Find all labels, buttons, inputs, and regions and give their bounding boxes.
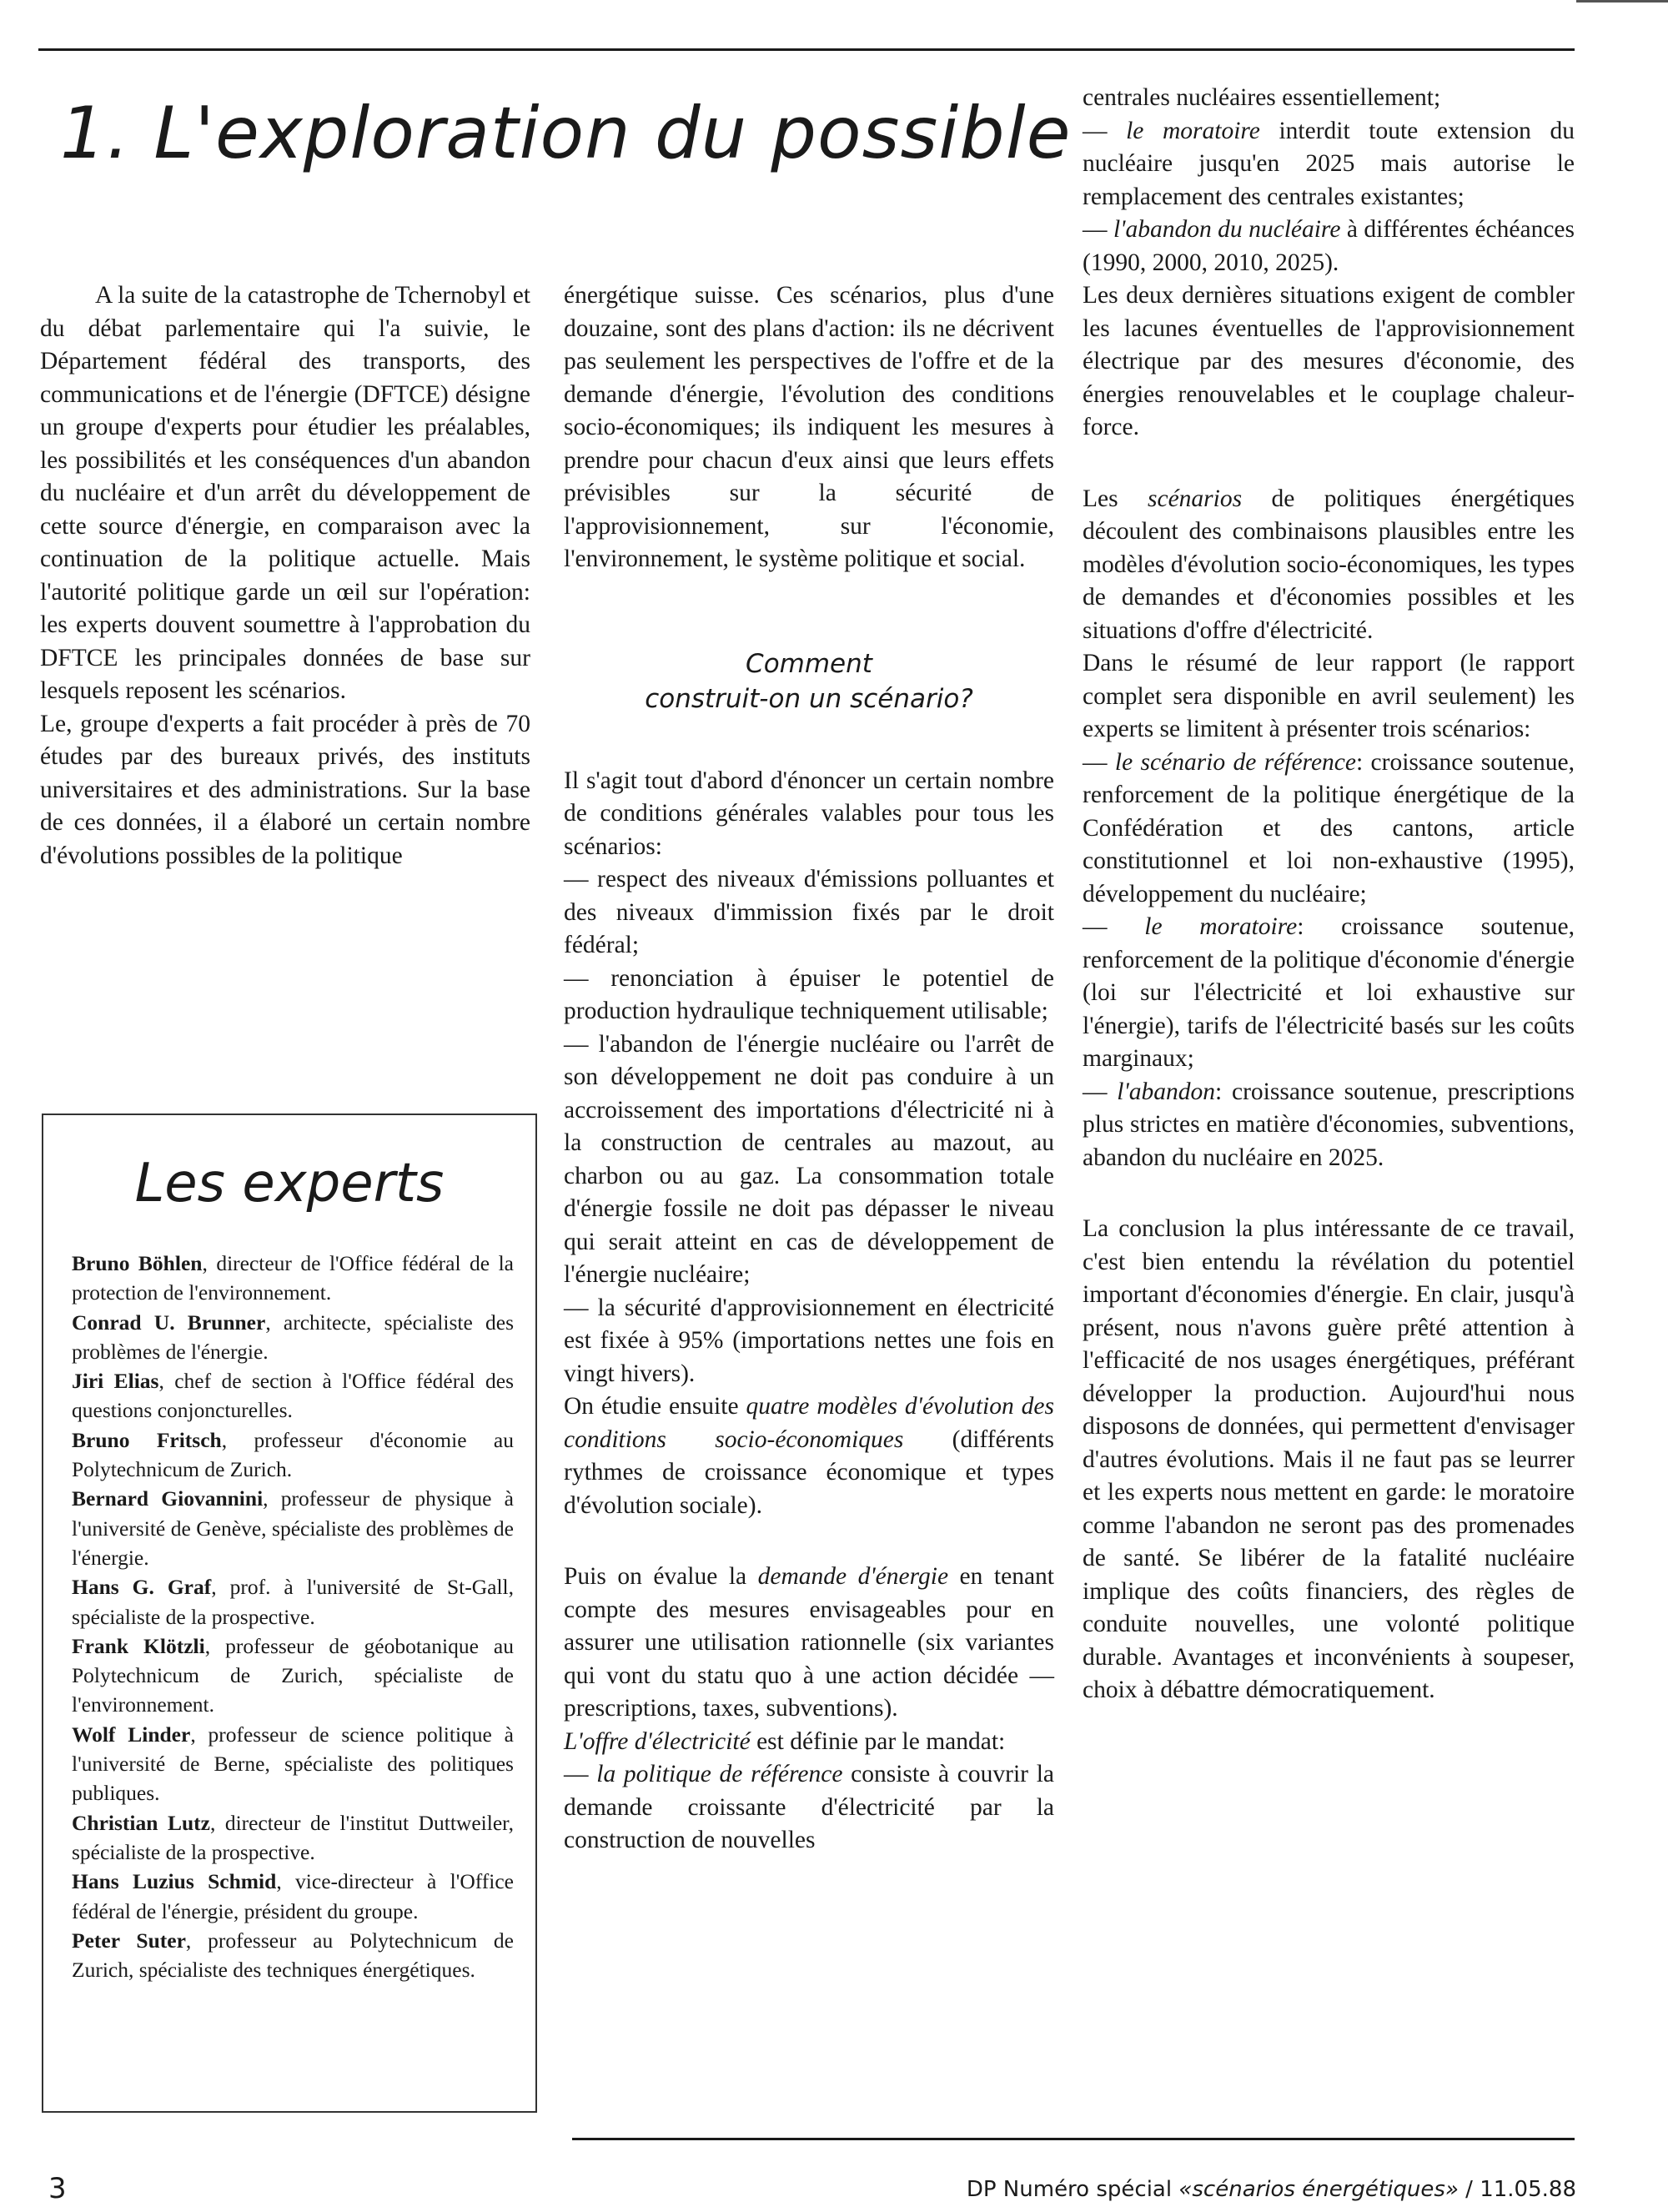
paragraph-demand: Puis on évalue la demande d'énergie en tenant compte des mesures envisageables pour en assurer une utilisation rationnelle (six variantes qui vont du statu quo à une action décidée — prescriptions, taxes, subventions). — [564, 1563, 1054, 1722]
condition-item: — renonciation à épuiser le potentiel de production hydraulique techniquement utilisable; — [564, 964, 1054, 1024]
expert-entry: Bruno Fritsch, professeur d'économie au Polytechnicum de Zurich. — [72, 1427, 514, 1482]
condition-item: — respect des niveaux d'émissions polluantes et des niveaux d'immission fixés par le droit fédéral; — [564, 866, 1054, 958]
column-3 — [1083, 82, 1575, 1707]
bottom-rule — [572, 2138, 1575, 2140]
paragraph-conclusion: La conclusion la plus intéressante de ce travail, c'est bien entendu la révélation du potentiel important d'économies d'énergie. En clair, jusqu'à présent, nous n'avons guère prêté attention à l'efficacité de nos usages énergétiques, préférant développer la production. Aujourd'hui nous disposons de données, qui permettent d'envisager d'autres évolutions. Mais il ne faut pas se leurrer et les experts nous mettent en garde: le moratoire comme l'abandon ne seront pas des promenades de santé. Se libérer de la fatalité nucléaire implique des coûts financiers, des règles de conduite nouvelles, une volonté politique durable. Avantages et inconvénients à soupeser, choix à débattre démocratiquement. — [1083, 1215, 1575, 1703]
expert-entry: Peter Suter, professeur au Polytechnicum de Zurich, spécialiste des techniques énergétiques. — [72, 1928, 514, 1983]
footer-publication: DP Numéro spécial «scénarios énergétiques» / 11.05.88 — [966, 2177, 1576, 2202]
expert-entry: Bruno Böhlen, directeur de l'Office fédéral de la protection de l'environnement. — [72, 1251, 514, 1305]
top-rule — [38, 48, 1575, 51]
expert-entry: Jiri Elias, chef de section à l'Office fédéral des questions conjoncturelles. — [72, 1369, 514, 1423]
offer-item: — le moratoire interdit toute extension du nucléaire jusqu'en 2025 mais autorise le remplacement des centrales existantes; — [1083, 117, 1575, 210]
condition-item: — l'abandon de l'énergie nucléaire ou l'arrêt de son développement ne doit pas conduire à un accroissement des importations d'électricité ni à la construction de centrales au mazout, au charbon ou au gaz. La consommation totale d'énergie fossile ne doit pas dépasser le niveau qui serait atteint en cas de développement de l'énergie nucléaire; — [564, 1030, 1054, 1288]
column-1 — [40, 279, 530, 872]
paragraph-studies: Le, groupe d'experts a fait procéder à près de 70 études par des bureaux privés, des instituts universitaires et des administrations. Sur la base de ces données, il a élaboré un certain nombre d'évolutions possibles de la politique — [40, 710, 530, 869]
continuation-line: centrales nucléaires essentiellement; — [1083, 84, 1441, 111]
condition-item: — la sécurité d'approvisionnement en électricité est fixée à 95% (importations nettes une fois en vingt hivers). — [564, 1294, 1054, 1387]
scenario-item: — l'abandon: croissance soutenue, prescriptions plus strictes en matière d'économies, subventions, abandon du nucléaire en 2025. — [1083, 1078, 1575, 1171]
paragraph-models: On étudie ensuite quatre modèles d'évolution des conditions socio-économiques (différents rythmes de croissance économique et types d'évolution sociale). — [564, 1393, 1054, 1519]
expert-entry: Christian Lutz, directeur de l'institut Duttweiler, spécialiste de la prospective. — [72, 1810, 514, 1864]
offer-item: — la politique de référence consiste à couvrir la demande croissante d'électricité par la construction de nouvelles — [564, 1761, 1054, 1853]
page-number: 3 — [48, 2172, 67, 2205]
expert-entry: Wolf Linder, professeur de science politique à l'université de Berne, spécialiste des politiques publiques. — [72, 1722, 514, 1806]
scenario-item: — le scénario de référence: croissance soutenue, renforcement de la politique énergétique de la Confédération et des cantons, article constitutionnel et loi non-exhaustive (1995), développement du nucléaire; — [1083, 748, 1575, 907]
subheading-line-2: construit-on un scénario? — [645, 683, 973, 714]
expert-entry: Hans G. Graf, prof. à l'université de St-Gall, spécialiste de la prospective. — [72, 1575, 515, 1629]
experts-list — [72, 1249, 514, 1984]
paragraph-policies: Les scénarios de politiques énergétiques découlent des combinaisons plausibles entre les modèles d'évolution socio-économiques, les types de demandes et d'économies possibles et les situations d'offre d'électricité. — [1083, 485, 1575, 644]
paragraph-intro: A la suite de la catastrophe de Tchernobyl et du débat parlementaire qui l'a suivie, le Département fédéral des transports, des communications et de l'énergie (DFTCE) désigne un groupe d'experts pour étudier les préalables, les possibilités et les conséquences d'un abandon du nucléaire et d'un arrêt du développement de cette source d'énergie, en comparaison avec la continuation de la politique actuelle. Mais l'autorité politique garde un œil sur l'opération: les experts douvent soumettre à l'approbation du DFTCE les principales données de base sur lesquels reposent les scénarios. — [40, 282, 530, 704]
subheading-line-1: Comment — [746, 648, 872, 679]
experts-box — [42, 1114, 537, 2113]
subheading-comment — [564, 646, 1054, 716]
expert-entry: Frank Klötzli, professeur de géobotanique au Polytechnicum de Zurich, spécialiste de l'environnement. — [72, 1633, 514, 1717]
paragraph-conditions: Il s'agit tout d'abord d'énoncer un certain nombre de conditions générales valables pour tous les scénarios: — [564, 767, 1054, 860]
paragraph-scenarios: énergétique suisse. Ces scénarios, plus d'une douzaine, sont des plans d'action: ils ne décrivent pas seulement les perspectives de l'offre et de la demande d'énergie, l'évolution des conditions socio-économiques; ils indiquent les mesures à prendre pour chacun d'eux ainsi que leurs effets prévisibles sur la sécurité de l'approvisionnement, sur l'économie, l'environnement, le système politique et social. — [564, 282, 1054, 572]
page-title — [60, 79, 1072, 196]
paragraph-offer: L'offre d'électricité est définie par le mandat: — [564, 1727, 1006, 1755]
paragraph-summary: Dans le résumé de leur rapport (le rapport complet sera disponible en avril seulement) les experts se limitent à présenter trois scénarios: — [1083, 650, 1575, 742]
expert-entry: Hans Luzius Schmid, vice-directeur à l'Office fédéral de l'énergie, président du groupe. — [72, 1869, 514, 1923]
paragraph-gaps: Les deux dernières situations exigent de combler les lacunes éventuelles de l'approvisionnement électrique par des mesures d'économie, des énergies renouvelables et le couplage chaleur-force. — [1083, 282, 1575, 440]
experts-title: Les experts — [134, 1153, 445, 1214]
scenario-item: — le moratoire: croissance soutenue, renforcement de la politique d'économie d'énergie (loi sur l'électricité et loi exhaustive sur l'énergie), tarifs de l'électricité basés sur les coûts marginaux; — [1083, 913, 1575, 1072]
expert-entry: Conrad U. Brunner, architecte, spécialiste des problèmes de l'énergie. — [72, 1310, 514, 1364]
column-2 — [564, 279, 1054, 1858]
top-right-rule — [1576, 0, 1668, 9]
expert-entry: Bernard Giovannini, professeur de physique à l'université de Genève, spécialiste des problèmes de l'énergie. — [72, 1486, 515, 1570]
title-text: L'exploration du possible — [153, 92, 1072, 175]
offer-item: — l'abandon du nucléaire à différentes échéances (1990, 2000, 2010, 2025). — [1083, 216, 1575, 276]
section-number: 1. — [60, 92, 131, 175]
